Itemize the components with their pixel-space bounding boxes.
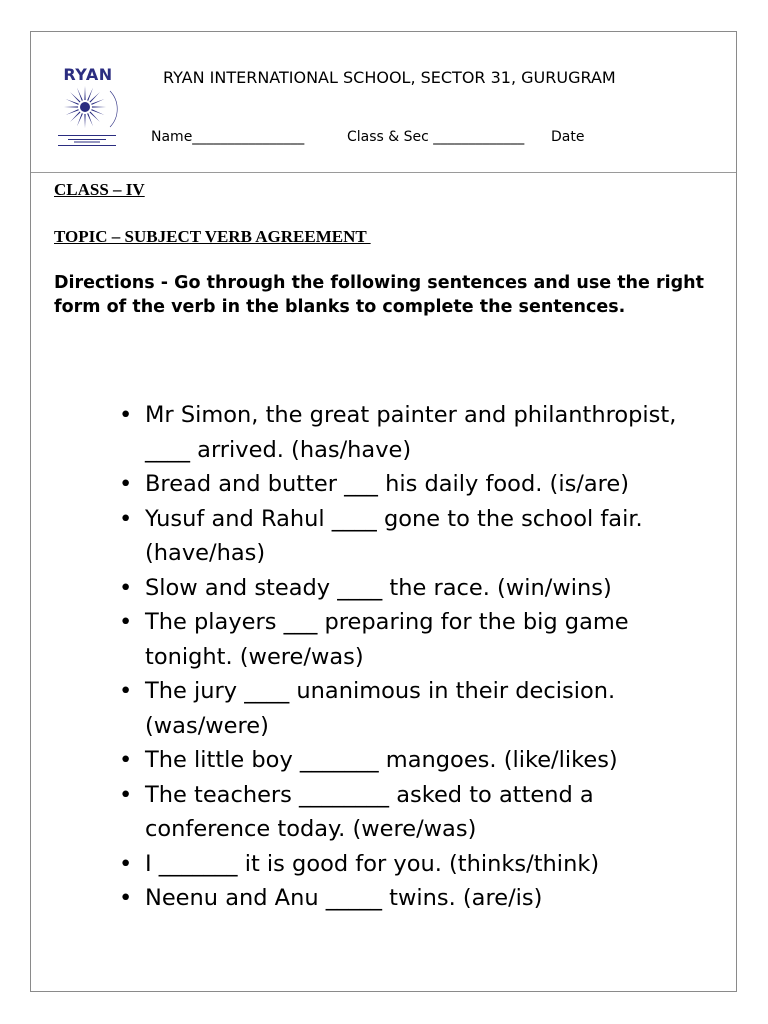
list-item	[119, 674, 719, 743]
logo-ray	[92, 106, 106, 107]
list-item	[119, 571, 719, 606]
bullet-icon: •	[119, 885, 133, 911]
bullet-icon: •	[119, 678, 133, 704]
logo-ray	[89, 111, 99, 121]
bullet-icon: •	[119, 850, 133, 877]
bullet-icon: •	[119, 781, 133, 808]
list-item	[119, 847, 719, 882]
logo-ray	[91, 109, 104, 115]
list-item	[119, 743, 719, 778]
worksheet-frame	[30, 31, 737, 992]
sentence-text: I _______ it is good for you. (thinks/think)	[145, 850, 600, 877]
list-item	[119, 881, 719, 916]
bullet-icon: •	[119, 402, 133, 428]
sentence-text: The players ___ preparing for the big game tonight. (were/was)	[145, 609, 629, 670]
logo-ray	[84, 86, 85, 100]
sentence-text: Mr Simon, the great painter and philanthropist, ____ arrived. (has/have)	[145, 402, 677, 463]
logo-emblem-icon	[58, 83, 118, 157]
logo-ray	[84, 114, 85, 128]
sentence-text: The jury ____ unanimous in their decision. (was/were)	[145, 678, 616, 739]
logo-ray	[66, 109, 79, 115]
list-item	[119, 778, 719, 847]
logo-ray	[70, 92, 80, 102]
sentence-text: Bread and butter ___ his daily food. (is/are)	[145, 471, 630, 497]
sentence-list	[119, 398, 719, 916]
class-heading: CLASS – IV	[54, 180, 145, 199]
sentence-text: Slow and steady ____ the race. (win/wins)	[145, 574, 612, 601]
class-section-field: Class & Sec _____________	[347, 129, 525, 145]
list-item	[119, 398, 719, 467]
worksheet-header	[31, 32, 736, 173]
list-item	[119, 605, 719, 674]
list-item	[119, 467, 719, 502]
directions-text: Directions - Go through the following sentences and use the right form of the verb in the blanks to complete the sentences.	[54, 273, 704, 317]
list-item	[119, 502, 719, 571]
topic-heading: TOPIC – SUBJECT VERB AGREEMENT	[54, 227, 371, 246]
sentence-text: The teachers ________ asked to attend a conference today. (were/was)	[145, 781, 594, 842]
sentence-text: The little boy _______ mangoes. (like/likes)	[145, 747, 618, 773]
name-field: Name________________	[151, 129, 305, 145]
logo-ray	[87, 88, 93, 101]
logo-wordmark: RYAN	[63, 65, 113, 84]
logo-ray	[89, 92, 99, 102]
bullet-icon: •	[119, 471, 133, 497]
logo-ray	[77, 88, 83, 101]
sentence-text: Neenu and Anu _____ twins. (are/is)	[145, 885, 543, 911]
bullet-icon: •	[119, 574, 133, 601]
logo-ray	[66, 99, 79, 105]
logo-ray	[70, 111, 80, 121]
logo-ray	[87, 113, 93, 126]
bullet-icon: •	[119, 747, 133, 773]
logo-ray	[64, 106, 78, 107]
bullet-icon: •	[119, 505, 133, 532]
bullet-icon: •	[119, 609, 133, 635]
date-field: Date	[551, 129, 585, 145]
logo-ray	[91, 99, 104, 105]
logo-ray	[77, 113, 83, 126]
sentence-text: Yusuf and Rahul ____ gone to the school fair. (have/has)	[145, 505, 643, 566]
school-title: RYAN INTERNATIONAL SCHOOL, SECTOR 31, GURUGRAM	[163, 68, 616, 87]
school-logo	[55, 65, 121, 159]
